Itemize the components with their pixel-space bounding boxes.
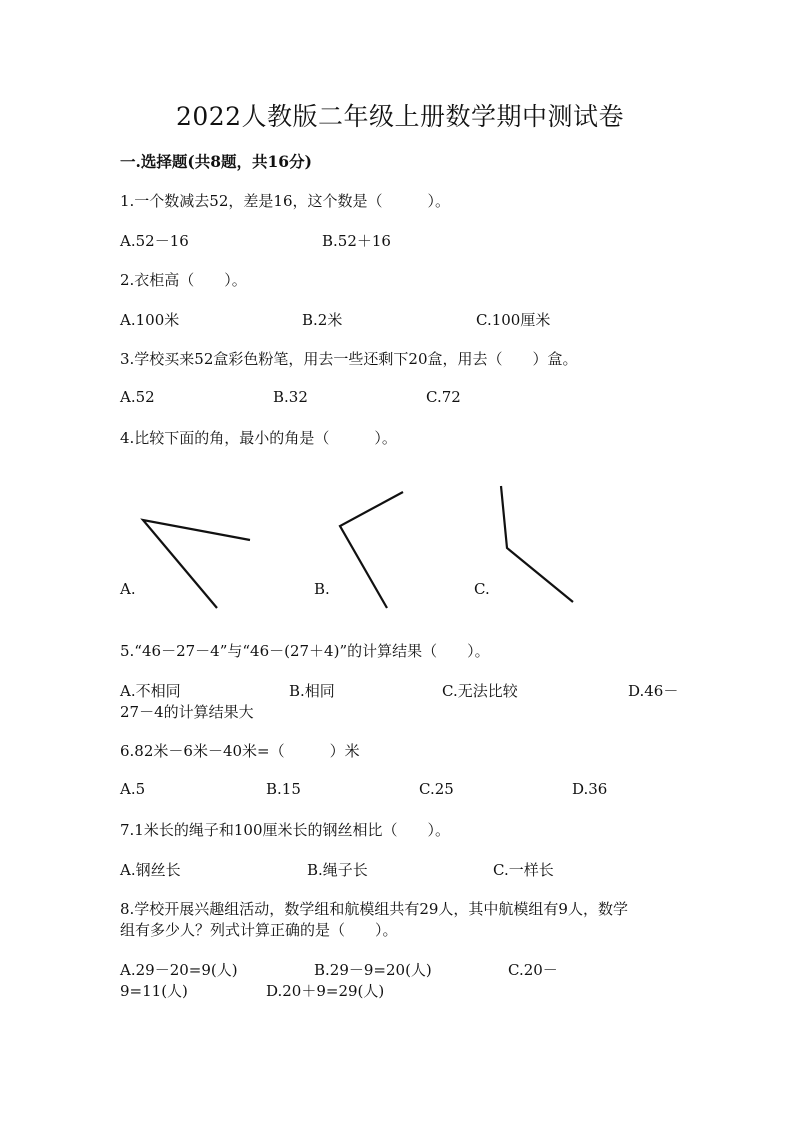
question-5-option-b: B.相同 (289, 682, 335, 700)
question-2-option-c: C.100厘米 (476, 311, 551, 329)
question-4-stem: 4.比较下面的角，最小的角是（ ）。 (120, 429, 397, 447)
question-4-option-c: C. (474, 580, 490, 598)
question-4-option-a: A. (120, 580, 136, 598)
question-6-stem: 6.82米－6米－40米=（ ）米 (120, 742, 360, 760)
question-5-option-d: D.46－ (628, 682, 679, 700)
question-1-option-b: B.52＋16 (322, 232, 391, 250)
question-7-option-b: B.绳子长 (307, 861, 368, 879)
angle-c-shape (501, 486, 573, 602)
question-2-stem: 2.衣柜高（ ）。 (120, 271, 247, 289)
question-7-option-c: C.一样长 (493, 861, 554, 879)
question-2-option-a: A.100米 (120, 311, 180, 329)
question-7-option-a: A.钢丝长 (120, 861, 181, 879)
question-5-stem: 5.“46－27－4”与“46－(27＋4)”的计算结果（ ）。 (120, 642, 490, 660)
question-5-option-a: A.不相同 (120, 682, 181, 700)
question-3-stem: 3.学校买来52盒彩色粉笔，用去一些还剩下20盒，用去（ ）盒。 (120, 350, 578, 368)
section-heading: 一.选择题(共8题，共16分) (120, 152, 312, 171)
question-6-option-b: B.15 (266, 780, 301, 798)
question-6-option-a: A.5 (120, 780, 146, 798)
question-8-option-c-cont: 9=11(人) (120, 982, 188, 1000)
question-3-option-c: C.72 (426, 388, 461, 406)
question-6-option-c: C.25 (419, 780, 454, 798)
question-1-stem: 1.一个数减去52，差是16，这个数是（ ）。 (120, 192, 450, 210)
angles-svg (110, 480, 610, 620)
question-4-option-b: B. (314, 580, 330, 598)
question-8-option-b: B.29－9=20(人) (314, 961, 432, 979)
question-3-option-a: A.52 (120, 388, 155, 406)
page-title: 2022人教版二年级上册数学期中测试卷 (175, 102, 625, 131)
angle-b-shape (340, 492, 403, 608)
angles-figure (110, 480, 610, 620)
question-2-option-b: B.2米 (302, 311, 343, 329)
question-3-option-b: B.32 (273, 388, 308, 406)
question-7-stem: 7.1米长的绳子和100厘米长的钢丝相比（ ）。 (120, 821, 450, 839)
question-6-option-d: D.36 (572, 780, 608, 798)
question-8-stem: 8.学校开展兴趣组活动，数学组和航模组共有29人，其中航模组有9人，数学 (120, 900, 628, 918)
question-8-stem-cont: 组有多少人？列式计算正确的是（ ）。 (120, 921, 398, 939)
question-8-option-d: D.20＋9=29(人) (266, 982, 385, 1000)
question-1-option-a: A.52－16 (120, 232, 189, 250)
question-5-option-d-cont: 27－4的计算结果大 (120, 703, 254, 721)
angle-a-shape (143, 520, 250, 608)
question-8-option-c: C.20－ (508, 961, 558, 979)
question-8-option-a: A.29－20=9(人) (120, 961, 238, 979)
question-5-option-c: C.无法比较 (442, 682, 518, 700)
